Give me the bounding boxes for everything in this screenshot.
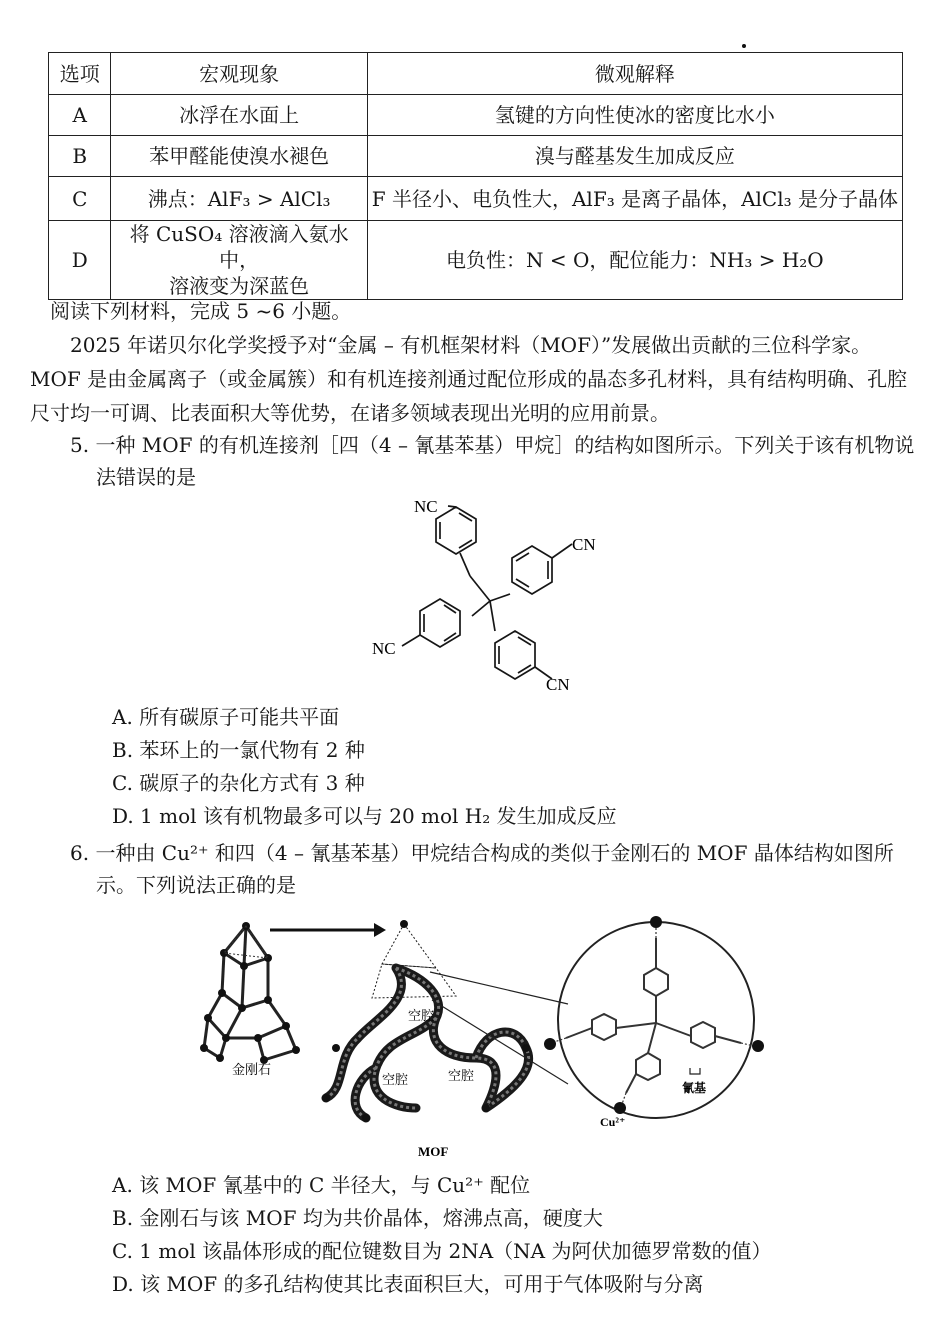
row-explanation: 溴与醛基发生加成反应: [367, 136, 902, 177]
table-row: [49, 95, 903, 136]
q6-option-c: C. 1 mol 该晶体形成的配位键数目为 2NA（NA 为阿伏加德罗常数的值）: [112, 1239, 772, 1263]
corner-dot: [742, 44, 746, 48]
header-phenomenon: 宏观现象: [111, 53, 367, 95]
table-header-row: [49, 53, 903, 95]
q6-option-d: D. 该 MOF 的多孔结构使其比表面积巨大，可用于气体吸附与分离: [112, 1272, 704, 1296]
row-phenomenon: 沸点：AlF₃ > AlCl₃: [111, 177, 367, 221]
row-phenomenon: 苯甲醛能使溴水褪色: [111, 136, 367, 177]
intro-line-1: 阅读下列材料，完成 5 ~6 小题。: [50, 299, 352, 323]
intro-line-3: MOF 是由金属离子（或金属簇）和有机连接剂通过配位形成的晶态多孔材料，具有结构明确、孔腔: [30, 367, 908, 391]
label-diamond: 金刚石: [232, 1062, 272, 1077]
label-cu: Cu²⁺: [600, 1115, 626, 1129]
row-explanation: 氢键的方向性使冰的密度比水小: [367, 95, 902, 136]
q5-option-a: A. 所有碳原子可能共平面: [112, 705, 340, 729]
options-table: [48, 52, 903, 300]
header-option: 选项: [49, 53, 111, 95]
q5-option-b: B. 苯环上的一氯代物有 2 种: [112, 738, 365, 762]
row-option: C: [49, 177, 111, 221]
q6-stem-line-2: 示。下列说法正确的是: [96, 873, 296, 897]
phenomenon-line-1: 将 CuSO₄ 溶液滴入氨水中，: [129, 222, 349, 272]
diamond-lattice: [204, 926, 296, 1060]
table-row: [49, 136, 903, 177]
arrow-icon: [270, 923, 386, 937]
zoom-detail: [544, 916, 764, 1118]
phenomenon-line-2: 溶液变为深蓝色: [169, 274, 310, 298]
label-cavity-2: 空腔: [382, 1072, 409, 1087]
q5-stem-line-1: 5. 一种 MOF 的有机连接剂［四（4 – 氰基苯基）甲烷］的结构如图所示。下列关于该有机物说: [70, 433, 915, 457]
row-explanation: 电负性：N < O，配位能力：NH₃ > H₂O: [367, 221, 902, 300]
row-option: B: [49, 136, 111, 177]
label-nc-top: NC: [414, 497, 438, 516]
q6-mof-figure: [186, 908, 766, 1162]
label-cn-bottom: CN: [546, 675, 570, 694]
label-nc-left: NC: [372, 639, 396, 658]
table-row: [49, 177, 903, 221]
row-phenomenon: [111, 221, 367, 300]
label-cavity-3: 空腔: [448, 1068, 475, 1083]
q6-option-b: B. 金刚石与该 MOF 均为共价晶体，熔沸点高，硬度大: [112, 1206, 603, 1230]
q6-stem-line-1: 6. 一种由 Cu²⁺ 和四（4 – 氰基苯基）甲烷结合构成的类似于金刚石的 MOF 晶体结构如图所: [70, 841, 894, 865]
label-cyano: 氰基: [682, 1081, 707, 1095]
intro-line-4: 尺寸均一可调、比表面积大等优势，在诸多领域表现出光明的应用前景。: [30, 401, 670, 425]
row-option: A: [49, 95, 111, 136]
q6-option-a: A. 该 MOF 氰基中的 C 半径大，与 Cu²⁺ 配位: [112, 1173, 531, 1197]
q5-option-d: D. 1 mol 该有机物最多可以与 20 mol H₂ 发生加成反应: [112, 804, 617, 828]
header-explanation: 微观解释: [367, 53, 902, 95]
q5-structure-figure: [360, 486, 610, 698]
row-phenomenon: 冰浮在水面上: [111, 95, 367, 136]
table-row: [49, 221, 903, 300]
label-mof: MOF: [418, 1144, 449, 1159]
q5-stem-line-2: 法错误的是: [96, 465, 196, 489]
row-option: D: [49, 221, 111, 300]
label-cn-right: CN: [572, 535, 596, 554]
row-explanation: F 半径小、电负性大，AlF₃ 是离子晶体，AlCl₃ 是分子晶体: [367, 177, 902, 221]
intro-line-2: 2025 年诺贝尔化学奖授予对“金属 – 有机框架材料（MOF）”发展做出贡献的三位科学家。: [70, 333, 872, 357]
q5-option-c: C. 碳原子的杂化方式有 3 种: [112, 771, 365, 795]
label-cavity-1: 空腔: [408, 1008, 435, 1023]
